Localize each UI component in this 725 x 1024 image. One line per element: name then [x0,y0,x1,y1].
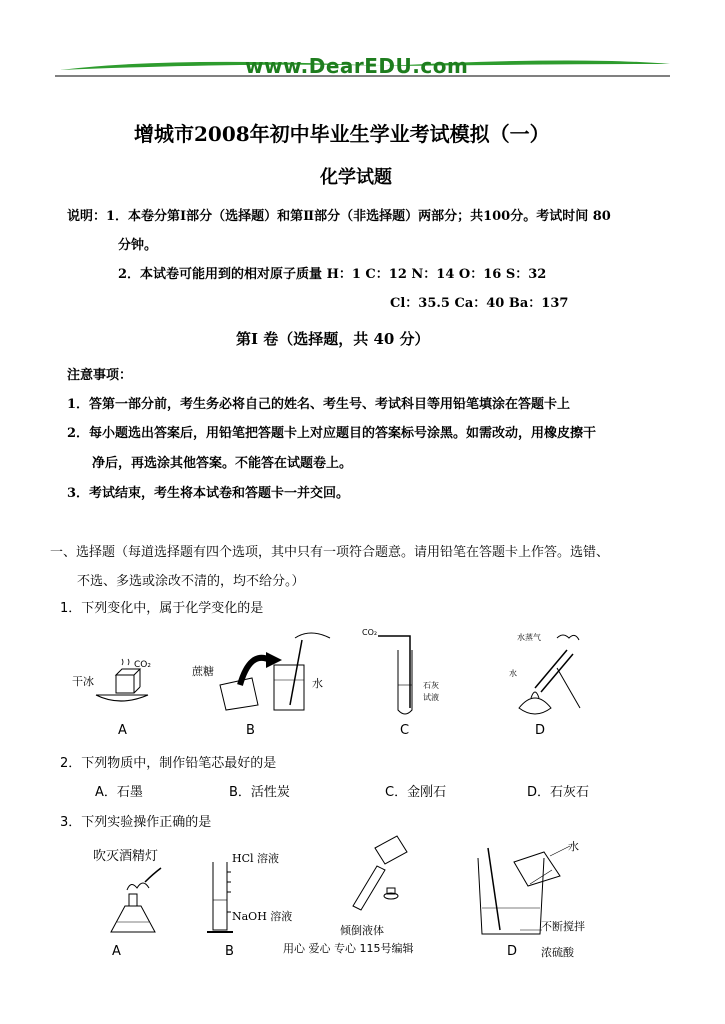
site-logo: www.DearEDU.com [245,54,469,78]
precaution-item: 3．考试结束，考生将本试卷和答题卡一并交回。 [67,486,350,501]
q1-letter-c: C [400,723,410,738]
precautions-heading: 注意事项： [67,368,133,383]
q3-c-label: 倾倒液体 [340,924,384,937]
q3-a-label: 吹灭酒精灯 [93,849,159,864]
q3-letter-a: A [112,944,121,959]
precaution-item: 净后，再选涂其他答案。不能答在试题卷上。 [92,456,353,471]
q1-c-co2: CO₂ [362,628,378,637]
precaution-item: 1．答第一部分前，考生务必将自己的姓名、考生号、考试科目等用铅笔填涂在答题卡上 [67,397,571,412]
q1-letter-a: A [118,723,127,738]
q3-d-acid: 浓硫酸 [541,946,574,959]
q3-fig-c-pouring [335,830,435,920]
q1-d-steam: 水蒸气 [517,633,541,642]
q1-c-lime2: 试液 [423,693,439,702]
q3-fig-a-lamp [95,862,175,942]
q1-a-co2: CO₂ [134,660,151,670]
note-line-2b: Cl：35.5 Ca：40 Ba：137 [390,296,569,311]
q1-a-label: 干冰 [72,675,94,688]
question-2-stem: 2．下列物质中，制作铅笔芯最好的是 [60,756,277,771]
q1-b-water: 水 [312,677,323,690]
note-line-1b: 分钟。 [118,238,158,253]
q1-c-lime1: 石灰 [423,681,439,690]
q3-d-water: 水 [568,840,579,853]
question-1-stem: 1．下列变化中，属于化学变化的是 [60,601,264,616]
q3-d-stir: 不断搅拌 [541,920,585,933]
q2-option-b: B．活性炭 [229,785,290,800]
note-line-2: 2．本试卷可能用到的相对原子质量 H：1 C：12 N：14 O：16 S：32 [118,267,547,282]
q3-fig-b-cylinder [205,860,235,940]
note-line-1: 说明：1．本卷分第Ⅰ部分（选择题）和第Ⅱ部分（非选择题）两部分；共100分。考试时间 80 [67,209,611,224]
exam-subject: 化学试题 [320,167,392,188]
q1-b-sugar: 蔗糖 [192,665,214,678]
q1-fig-c-limewater [360,630,460,720]
q2-option-d: D．石灰石 [527,785,590,800]
exam-title: 增城市2008年初中毕业生学业考试模拟（一） [134,122,550,146]
part1-intro: 一、选择题（每道选择题有四个选项，其中只有一项符合题意。请用铅笔在答题卡上作答。选错、 [50,545,610,560]
part1-intro-2: 不选、多选或涂改不清的，均不给分。） [77,574,305,589]
q2-option-a: A．石墨 [95,785,143,800]
q3-letter-d: D [507,944,518,959]
q3-letter-b: B [225,944,234,959]
question-3-stem: 3．下列实验操作正确的是 [60,815,212,830]
section-heading: 第Ⅰ 卷（选择题，共 40 分） [236,330,430,348]
q3-b-naoh: NaOH 溶液 [232,910,293,923]
page-footer: 用心 爱心 专心 115号编辑 [283,942,414,955]
q1-letter-d: D [535,723,546,738]
q2-option-c: C．金刚石 [385,785,447,800]
precaution-item: 2．每小题选出答案后，用铅笔把答题卡上对应题目的答案标号涂黑。如需改动，用橡皮擦干 [67,426,597,441]
q1-d-water: 水 [509,669,517,678]
q1-letter-b: B [246,723,255,738]
q3-b-hcl: HCl 溶液 [232,852,280,865]
